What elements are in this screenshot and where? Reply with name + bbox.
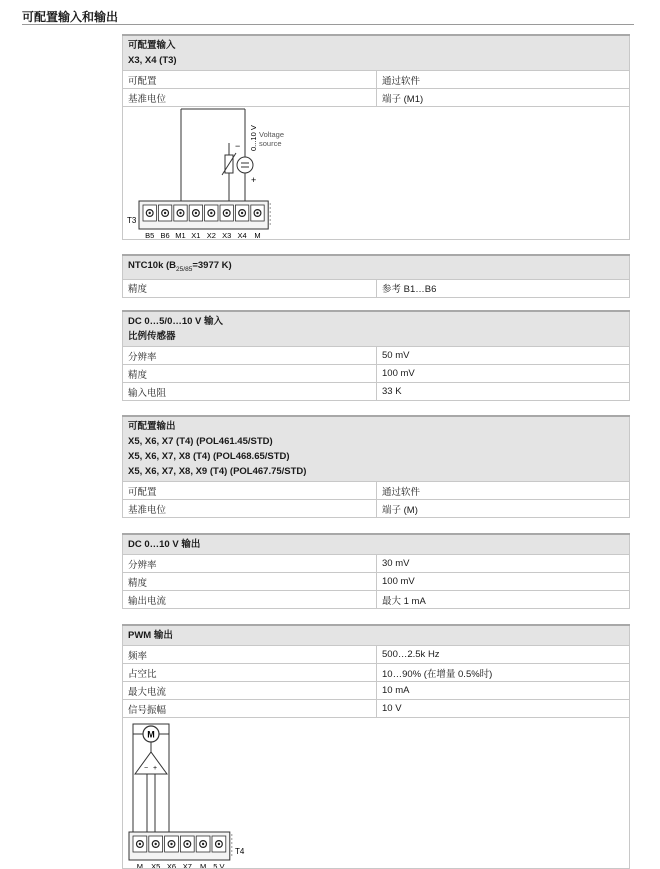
- terminal-screw-center: [179, 212, 181, 214]
- row-value: 500…2.5k Hz: [377, 646, 630, 664]
- driver-icon: [135, 752, 167, 774]
- row-key: 占空比: [123, 664, 377, 682]
- row-key: 最大电流: [123, 682, 377, 700]
- voltage-source-icon: [237, 157, 253, 173]
- table-header: [123, 311, 630, 347]
- dc-output-table: [122, 533, 630, 609]
- row-value: 50 mV: [377, 347, 630, 365]
- terminal-block-label: T4: [235, 847, 245, 856]
- config-output-table: [122, 415, 630, 518]
- row-key: 基准电位: [123, 89, 377, 107]
- header-line: 比例传感器: [128, 331, 176, 342]
- table-row: [123, 700, 630, 718]
- table-row: [123, 365, 630, 383]
- row-value: 30 mV: [377, 555, 630, 573]
- terminal-screw-center: [256, 212, 258, 214]
- dc-input-table: [122, 310, 630, 401]
- row-key: 信号振幅: [123, 700, 377, 718]
- row-value: 通过软件: [377, 71, 630, 89]
- table-header: [123, 625, 630, 646]
- header-line: X5, X6, X7 (T4) (POL461.45/STD): [128, 436, 273, 447]
- header-line: PWM 输出: [128, 630, 173, 641]
- header-line: =3977 K): [192, 260, 232, 271]
- terminal-screw-center: [241, 212, 243, 214]
- row-key: 分辨率: [123, 555, 377, 573]
- table-header: [123, 35, 630, 71]
- plus-sign: +: [251, 175, 257, 185]
- row-value: 通过软件: [377, 482, 630, 500]
- voltage-source-label: Voltage: [259, 130, 285, 139]
- terminal-label: B5: [145, 231, 155, 239]
- header-line: DC 0…10 V 输出: [128, 539, 201, 550]
- terminal-block-t4: [129, 832, 232, 868]
- terminal-label: X6: [166, 862, 177, 868]
- terminal-screw-center: [164, 212, 166, 214]
- terminal-label: M: [199, 862, 207, 868]
- terminal-screw-center: [149, 212, 151, 214]
- table-row: [123, 664, 630, 682]
- terminal-label: X1: [191, 231, 201, 239]
- pwm-output-table: [122, 624, 630, 869]
- header-line: X3, X4 (T3): [128, 55, 177, 66]
- terminal-label: B6: [160, 231, 170, 239]
- terminal-label: X7: [182, 862, 192, 868]
- row-key: 频率: [123, 646, 377, 664]
- ntc-table: [122, 254, 630, 298]
- row-value: 参考 B1…B6: [377, 279, 630, 297]
- terminal-screw-center: [226, 212, 228, 214]
- row-value: 10 mA: [377, 682, 630, 700]
- terminal-label: X5: [151, 862, 161, 868]
- terminal-label: 5 V: [213, 862, 225, 868]
- terminal-block-label: T3: [127, 216, 137, 225]
- terminal-label: X4: [237, 231, 247, 239]
- row-value: 最大 1 mA: [377, 591, 630, 609]
- table-row: [123, 347, 630, 365]
- terminal-screw-center: [170, 843, 172, 845]
- row-value: 10…90% (在增量 0.5%时): [377, 664, 630, 682]
- table-header: [123, 255, 630, 279]
- table-row: [123, 383, 630, 401]
- title-divider: [22, 24, 634, 25]
- terminal-label: X2: [206, 231, 216, 239]
- table-row: [123, 279, 630, 297]
- row-key: 输出电流: [123, 591, 377, 609]
- header-line: X5, X6, X7, X8 (T4) (POL468.65/STD): [128, 451, 290, 462]
- row-key: 精度: [123, 279, 377, 297]
- pwm-wiring-diagram: [123, 718, 629, 868]
- terminal-screw-center: [186, 843, 188, 845]
- row-value: 10 V: [377, 700, 630, 718]
- minus-sign: −: [144, 765, 149, 772]
- header-line: NTC10k (B: [128, 260, 177, 271]
- minus-sign: −: [235, 141, 241, 151]
- table-row: [123, 500, 630, 518]
- row-key: 分辨率: [123, 347, 377, 365]
- plus-sign: +: [153, 765, 158, 772]
- row-key: 可配置: [123, 71, 377, 89]
- table-row: [123, 482, 630, 500]
- header-subscript: 25/85: [176, 265, 193, 273]
- terminal-screw-center: [139, 843, 141, 845]
- table-row: [123, 682, 630, 700]
- row-value: 端子 (M): [377, 500, 630, 518]
- table-row: [123, 591, 630, 609]
- terminal-label: M: [254, 231, 261, 239]
- terminal-label: M: [136, 862, 144, 868]
- table-header: [123, 416, 630, 482]
- input-wiring-diagram: [123, 107, 629, 239]
- row-value: 端子 (M1): [377, 89, 630, 107]
- row-key: 基准电位: [123, 500, 377, 518]
- row-key: 精度: [123, 365, 377, 383]
- header-line: 可配置输入: [128, 40, 176, 51]
- table-row: [123, 555, 630, 573]
- header-line: X5, X6, X7, X8, X9 (T4) (POL467.75/STD): [128, 466, 307, 477]
- motor-label: M: [147, 729, 155, 740]
- terminal-screw-center: [195, 212, 197, 214]
- row-value: 100 mV: [377, 365, 630, 383]
- row-key: 精度: [123, 573, 377, 591]
- terminal-label: X3: [222, 231, 232, 239]
- voltage-source-label: source: [259, 139, 282, 148]
- terminal-screw-center: [155, 843, 157, 845]
- header-line: DC 0…5/0…10 V 输入: [128, 316, 224, 327]
- row-key: 输入电阻: [123, 383, 377, 401]
- row-value: 100 mV: [377, 573, 630, 591]
- header-line: 可配置输出: [128, 421, 176, 432]
- row-value: 33 K: [377, 383, 630, 401]
- terminal-screw-center: [218, 843, 220, 845]
- range-label: 0...10 V: [249, 125, 258, 151]
- page-title: 可配置输入和输出: [22, 10, 119, 24]
- terminal-block-t3: [139, 201, 270, 239]
- config-input-table: [122, 34, 630, 240]
- table-row: [123, 89, 630, 107]
- terminal-label: M1: [175, 231, 186, 239]
- terminal-screw-center: [202, 843, 204, 845]
- table-row: [123, 71, 630, 89]
- pwm-wiring-diagram-cell: [123, 718, 630, 869]
- input-wiring-diagram-cell: [123, 107, 630, 240]
- table-row: [123, 646, 630, 664]
- table-row: [123, 573, 630, 591]
- table-header: [123, 534, 630, 555]
- row-key: 可配置: [123, 482, 377, 500]
- terminal-screw-center: [210, 212, 212, 214]
